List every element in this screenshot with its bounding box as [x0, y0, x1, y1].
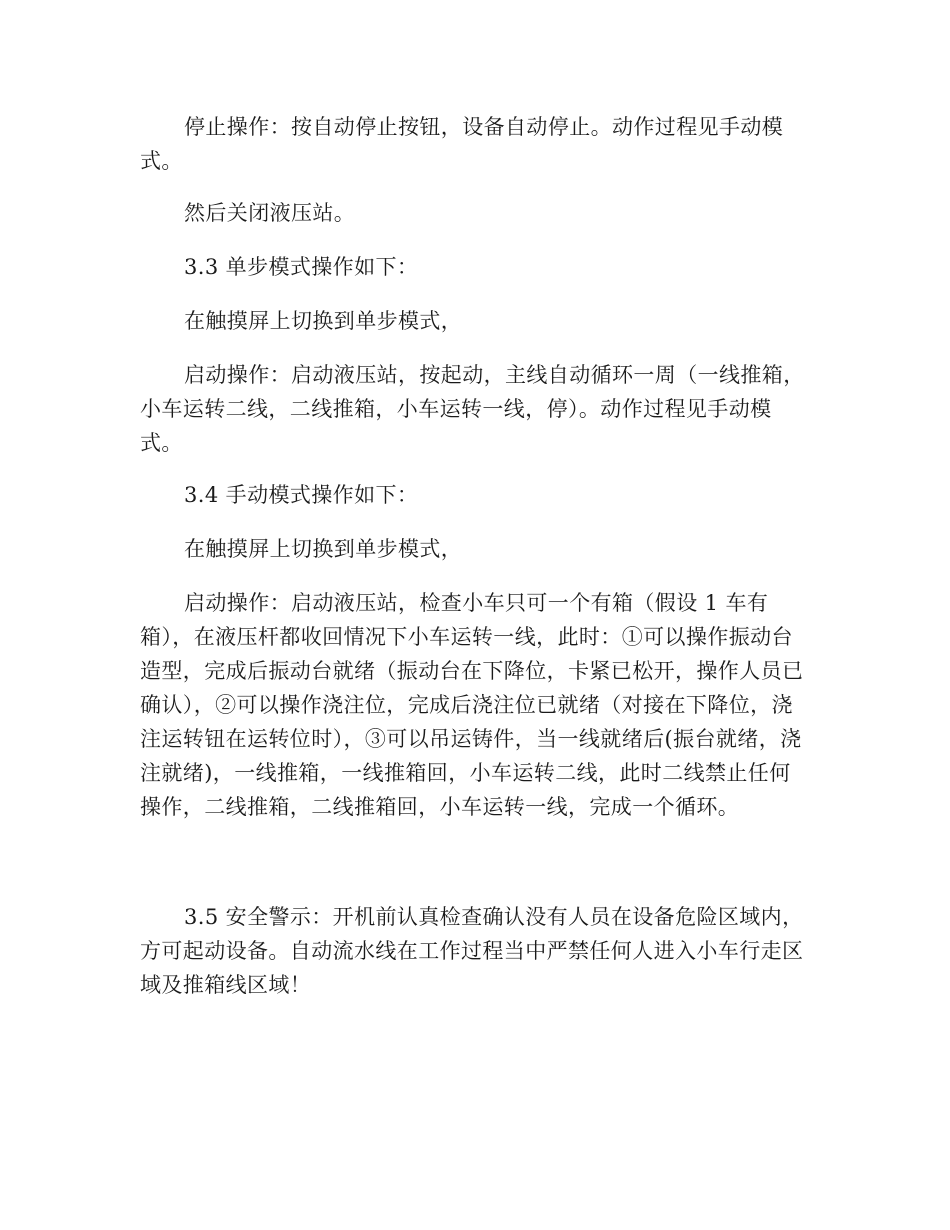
- paragraph-safety-warning: 3.5 安全警示：开机前认真检查确认没有人员在设备危险区域内，方可起动设备。自动流水线在工作过程当中严禁任何人进入小车行走区域及推箱线区域！: [140, 905, 804, 997]
- paragraph-start-operation-single-step: 启动操作：启动液压站，按起动，主线自动循环一周（一线推箱，小车运转二线，二线推箱，小车运转一线，停）。动作过程见手动模式。: [140, 363, 805, 455]
- paragraph-start-operation-manual: 启动操作：启动液压站，检查小车只可一个有箱（假设 1 车有箱），在液压杆都收回情况下小车运转一线，此时：①可以操作振动台造型，完成后振动台就绪（振动台在下降位，卡紧已松开，操作人员已确认），②可以操作浇注位，完成后浇注位已就绪（对接在下降位，浇注运转钮在运转位时），③可以吊运铸件，当一线就绪后(振台就绪，浇注就绪)，一线推箱，一线推箱回，小车运转二线，此时二线禁止任何操作，二线推箱，二线推箱回，小车运转一线，完成一个循环。: [140, 591, 804, 819]
- section-heading-3-4: 3.4 手动模式操作如下：: [184, 483, 419, 507]
- paragraph-switch-single-step: 在触摸屏上切换到单步模式，: [184, 309, 463, 333]
- paragraph-switch-manual: 在触摸屏上切换到单步模式，: [184, 537, 463, 561]
- paragraph-close-hydraulic-station: 然后关闭液压站。: [184, 201, 356, 225]
- section-heading-3-3: 3.3 单步模式操作如下：: [184, 255, 419, 279]
- paragraph-stop-operation: 停止操作：按自动停止按钮，设备自动停止。动作过程见手动模式。: [140, 115, 784, 173]
